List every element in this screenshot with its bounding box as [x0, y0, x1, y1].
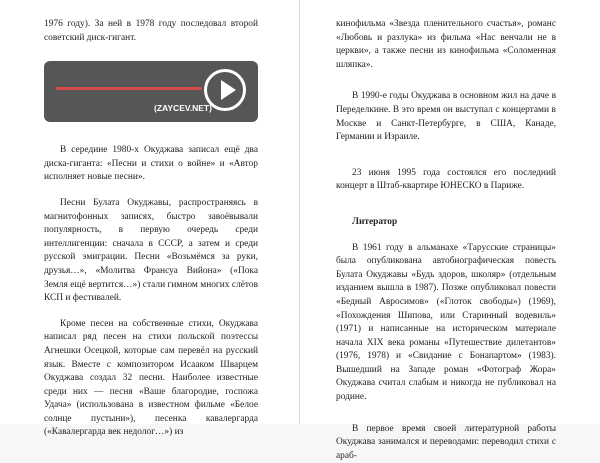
progress-bar[interactable]	[56, 87, 202, 90]
paragraph: В 1961 году в альманахе «Тарусские страницы» была опубликована автобиографическая повесть Булата Окуджавы «Будь здоров, школяр» (отдельным изданием вышла в 1987). Позже опубликовал повести «Бедный Авросимов» («Глоток свободы») (1969), «Похождения Шипова, или Старинный водевиль» (1971) и написанные на историческом материале начала XIX века романы «Путешествие дилетантов» (1976, 1978) и «Свидание с Бонапартом» (1983). Вышедший на Западе роман «Фотограф Жора» Окуджава считал слабым и никогда не публиковал на родине.	[336, 242, 556, 403]
right-page	[300, 0, 600, 461]
paragraph: В середине 1980-х Окуджава записал ещё два диска-гиганта: «Песни и стихи о войне» и «Автор исполняет новые песни».	[44, 145, 258, 183]
player-logo: (ZAYCEV.NET)	[154, 103, 212, 114]
right-column	[336, 18, 556, 463]
paragraph: Песни Булата Окуджавы, распространяясь в магнитофонных записях, быстро завоёвывали популярность, в первую очередь среди интеллигенции: сначала в СССР, а затем и среди русской эмиграции. Песни «Возьмёмся за руки, друзья…», «Молитва Франсуа Вийона» («Пока Земля ещё вертится…») стали гимном многих слётов КСП и фестивалей.	[44, 197, 258, 304]
section-heading: Литератор	[352, 216, 398, 227]
paragraph: 1976 году). За ней в 1978 году последовал второй советский диск-гигант.	[44, 19, 258, 43]
play-icon	[221, 80, 236, 100]
paragraph: Кроме песен на собственные стихи, Окуджава написал ряд песен на стихи польской поэтессы Агнешки Осецкой, которые сам перевёл на русский язык. Вместе с композитором Исааком Шварцем Окуджава создал 32 песни. Наиболее известные среди них — песня «Ваше благородие, госпожа Удача» (использована в известном фильме «Белое солнце пустыни»), песенка кавалергарда («Кавалергарда век недолог…») из	[44, 318, 258, 438]
paragraph: кинофильма «Звезда пленительного счастья», романс «Любовь и разлука» из фильма «Нас венчали не в церкви», а также песни из кинофильма «Соломенная шляпка».	[336, 19, 556, 70]
paragraph: 23 июня 1995 года состоялся его последний концерт в Штаб-квартире ЮНЕСКО в Париже.	[336, 167, 556, 192]
left-page	[0, 0, 300, 438]
left-column	[44, 18, 258, 440]
paragraph: В первое время своей литературной работы Окуджава занимался и переводами: переводил стихи с араб-	[336, 423, 556, 461]
paragraph: В 1990-е годы Окуджава в основном жил на даче в Переделкине. В это время он выступал с концертами в Москве и Санкт-Петербурге, в США, Канаде, Германии и Израиле.	[336, 91, 556, 143]
audio-player[interactable]	[44, 61, 258, 122]
